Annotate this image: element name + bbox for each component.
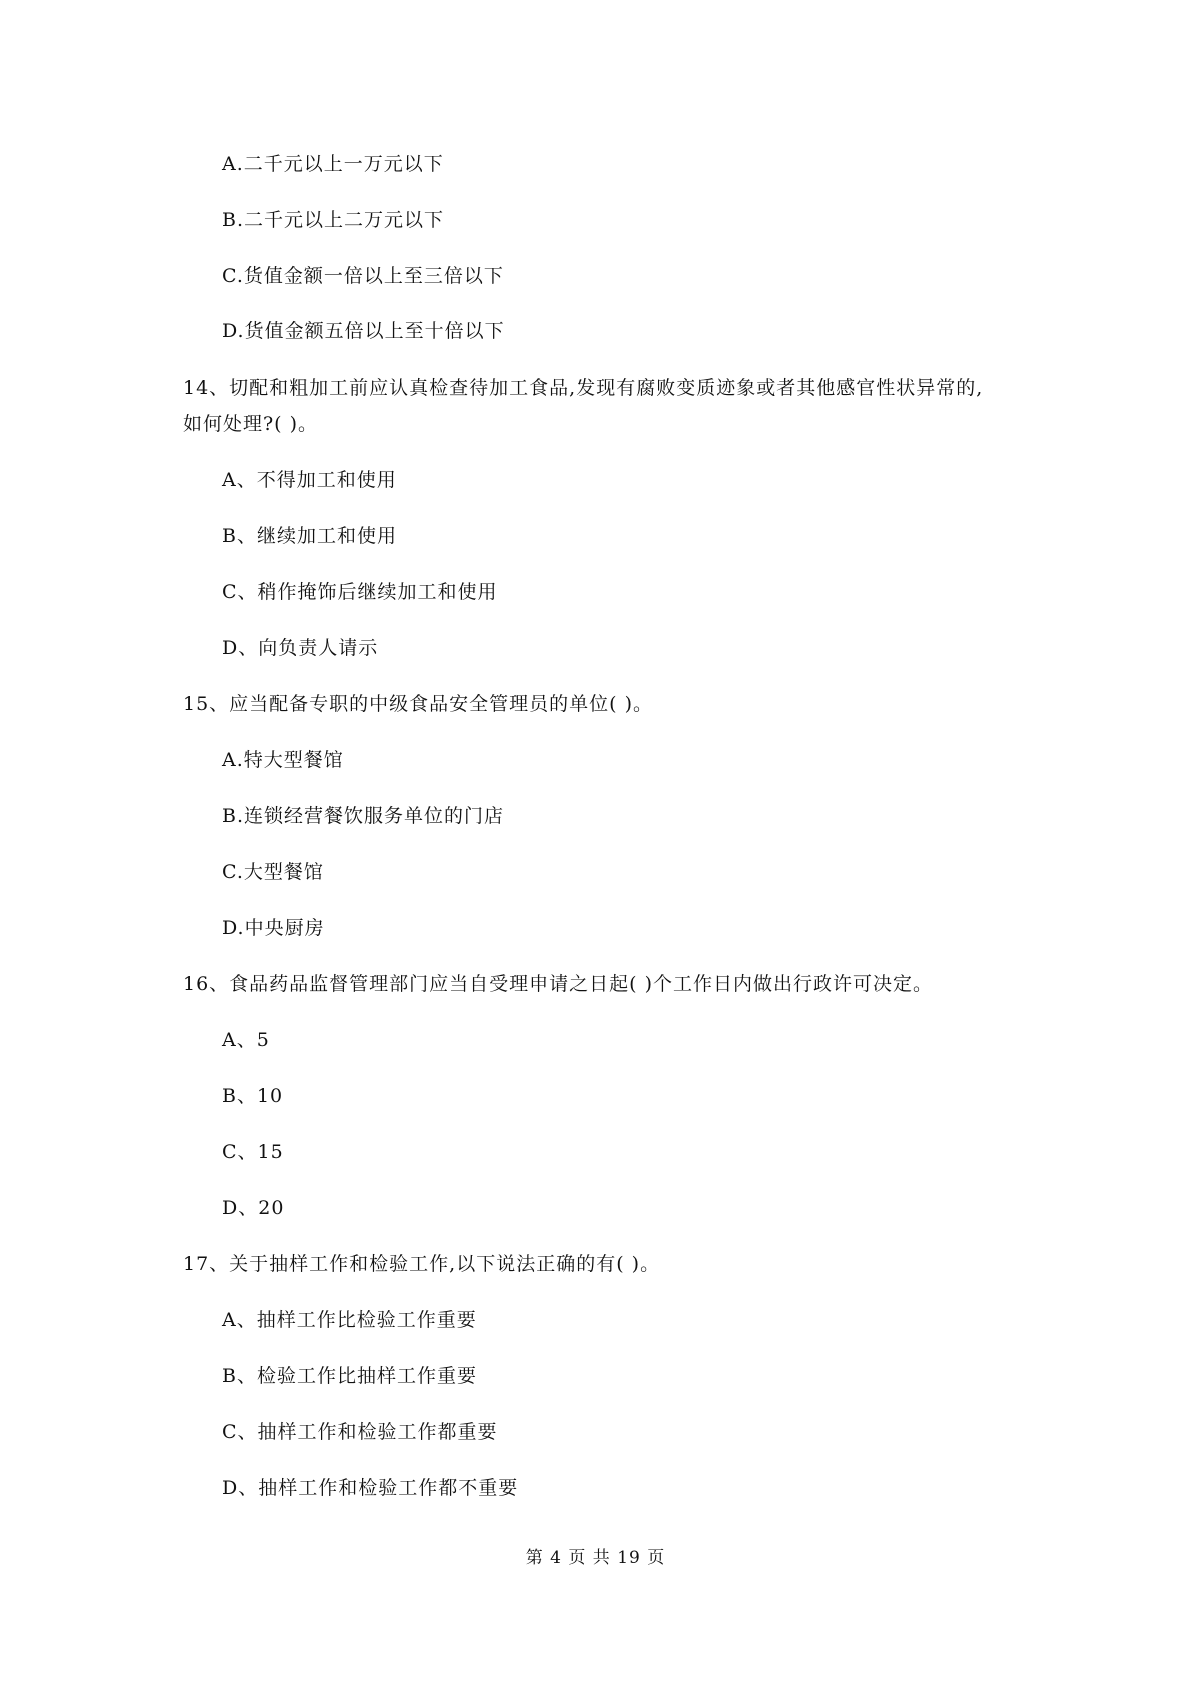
- option-d: D.中央厨房: [222, 917, 325, 939]
- option-b: B.连锁经营餐饮服务单位的门店: [222, 805, 505, 827]
- option-b: B、继续加工和使用: [222, 525, 397, 547]
- option-a: A、5: [222, 1029, 270, 1051]
- option-c: C、稍作掩饰后继续加工和使用: [222, 581, 498, 603]
- option-c: C、抽样工作和检验工作都重要: [222, 1421, 498, 1443]
- option-d: D、向负责人请示: [222, 637, 379, 659]
- option-d: D、20: [222, 1197, 285, 1219]
- question-15-stem: 15、应当配备专职的中级食品安全管理员的单位( )。: [183, 693, 654, 715]
- option-c: C.货值金额一倍以上至三倍以下: [222, 265, 504, 287]
- option-a: A.特大型餐馆: [222, 749, 344, 771]
- question-14-stem-line2: 如何处理?( )。: [183, 413, 319, 435]
- option-a: A.二千元以上一万元以下: [222, 153, 444, 175]
- option-b: B.二千元以上二万元以下: [222, 209, 445, 231]
- option-d: D.货值金额五倍以上至十倍以下: [222, 320, 505, 342]
- option-b: B、检验工作比抽样工作重要: [222, 1365, 477, 1387]
- option-a: A、不得加工和使用: [222, 469, 397, 491]
- option-c: C、15: [222, 1141, 284, 1163]
- option-c: C.大型餐馆: [222, 861, 324, 883]
- option-d: D、抽样工作和检验工作都不重要: [222, 1477, 519, 1499]
- question-14-stem-line1: 14、切配和粗加工前应认真检查待加工食品,发现有腐败变质迹象或者其他感官性状异常的,: [183, 377, 984, 399]
- page-number: 第 4 页 共 19 页: [525, 1548, 666, 1568]
- question-16-stem: 16、食品药品监督管理部门应当自受理申请之日起( )个工作日内做出行政许可决定。: [183, 973, 934, 995]
- option-a: A、抽样工作比检验工作重要: [222, 1309, 477, 1331]
- question-17-stem: 17、关于抽样工作和检验工作,以下说法正确的有( )。: [183, 1253, 661, 1275]
- option-b: B、10: [222, 1085, 284, 1107]
